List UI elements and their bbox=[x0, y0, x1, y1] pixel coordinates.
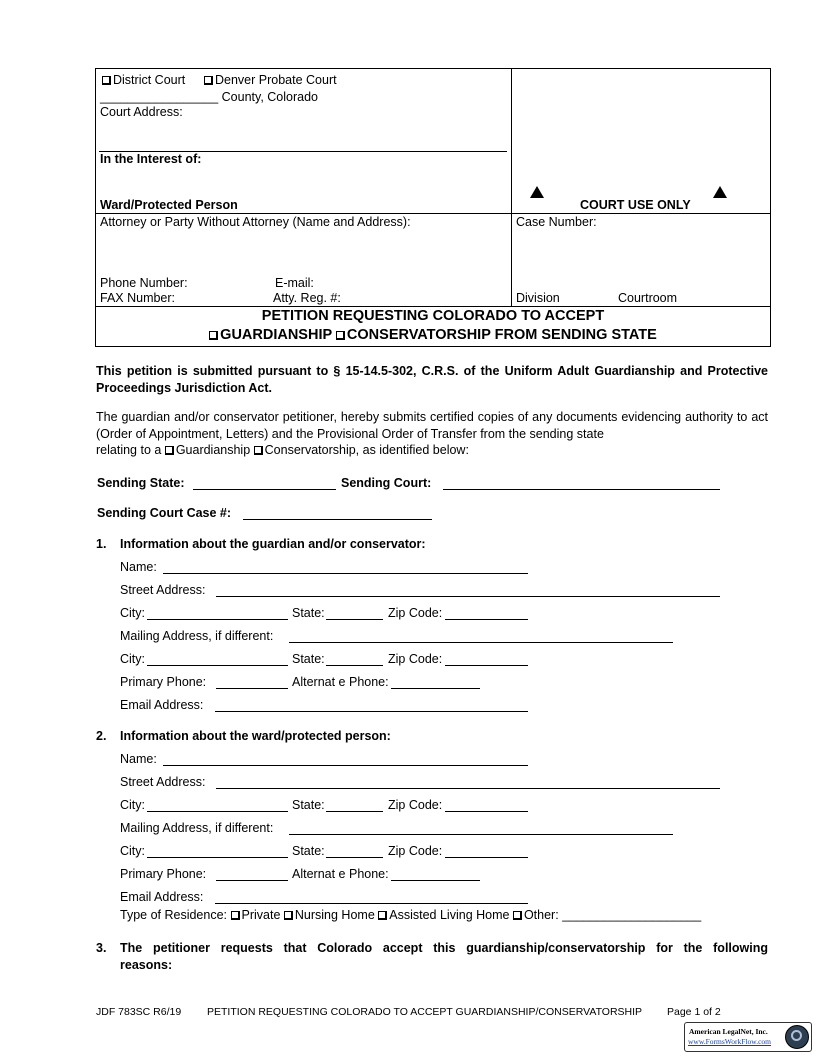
s1-zip-label: Zip Code: bbox=[388, 606, 443, 620]
court-address-label: Court Address: bbox=[100, 105, 183, 119]
s2-mailing-field[interactable] bbox=[289, 834, 673, 835]
s1-city2-field[interactable] bbox=[147, 665, 288, 666]
section-3-line2: reasons: bbox=[120, 958, 173, 972]
s1-city-field[interactable] bbox=[147, 619, 288, 620]
attorney-label: Attorney or Party Without Attorney (Name and Address): bbox=[100, 215, 411, 229]
s1-street-label: Street Address: bbox=[120, 583, 206, 597]
s1-zip-field[interactable] bbox=[445, 619, 528, 620]
s2-city2-label: City: bbox=[120, 844, 145, 858]
section-2-number: 2. bbox=[96, 729, 107, 743]
denver-probate-checkbox[interactable] bbox=[204, 76, 213, 85]
s1-zip2-label: Zip Code: bbox=[388, 652, 443, 666]
logo-name: American LegalNet, Inc. bbox=[689, 1027, 768, 1036]
county-line[interactable]: _________________ County, Colorado bbox=[100, 90, 319, 104]
s1-mailing-field[interactable] bbox=[289, 642, 673, 643]
section-1-heading: Information about the guardian and/or conservator: bbox=[120, 537, 426, 551]
s2-email-field[interactable] bbox=[215, 903, 528, 904]
sending-state-field[interactable] bbox=[193, 489, 336, 490]
division-label: Division bbox=[516, 291, 560, 305]
american-legalnet-logo[interactable] bbox=[684, 1022, 812, 1052]
title-conservatorship-checkbox[interactable] bbox=[336, 331, 345, 340]
globe-icon bbox=[785, 1025, 809, 1049]
relating-line: relating to a Guardianship Conservatorship, as identified below: bbox=[96, 443, 469, 457]
district-court-checkbox[interactable] bbox=[102, 76, 111, 85]
atty-reg-label: Atty. Reg. #: bbox=[273, 291, 341, 305]
s2-name-label: Name: bbox=[120, 752, 157, 766]
court-use-only: COURT USE ONLY bbox=[580, 198, 691, 212]
form-id: JDF 783SC R6/19 bbox=[96, 1006, 182, 1018]
email-label: E-mail: bbox=[275, 276, 314, 290]
s2-zip-label: Zip Code: bbox=[388, 798, 443, 812]
sending-case-label: Sending Court Case #: bbox=[97, 506, 232, 520]
phone-label: Phone Number: bbox=[100, 276, 188, 290]
footer-title: PETITION REQUESTING COLORADO TO ACCEPT GUARDIANSHIP/CONSERVATORSHIP bbox=[207, 1006, 643, 1018]
case-number-label: Case Number: bbox=[516, 215, 597, 229]
section-3-number: 3. bbox=[96, 941, 107, 955]
fax-label: FAX Number: bbox=[100, 291, 176, 305]
s2-state2-field[interactable] bbox=[326, 857, 383, 858]
s1-alt-phone-field[interactable] bbox=[391, 688, 480, 689]
private-checkbox[interactable] bbox=[231, 911, 240, 920]
guardianship-checkbox[interactable] bbox=[165, 446, 174, 455]
page-title: PETITION REQUESTING COLORADO TO ACCEPT bbox=[261, 308, 605, 324]
s1-city2-label: City: bbox=[120, 652, 145, 666]
ward-label: Ward/Protected Person bbox=[100, 198, 238, 212]
s1-name-label: Name: bbox=[120, 560, 157, 574]
s2-zip2-label: Zip Code: bbox=[388, 844, 443, 858]
residence-type-row: Type of Residence: Private Nursing Home Assisted Living Home Other: ____________________ bbox=[120, 908, 702, 922]
s2-state-field[interactable] bbox=[326, 811, 383, 812]
s1-name-field[interactable] bbox=[163, 573, 528, 574]
s2-street-field[interactable] bbox=[216, 788, 720, 789]
section-1-number: 1. bbox=[96, 537, 107, 551]
up-arrow-icon bbox=[530, 186, 544, 198]
s2-city-label: City: bbox=[120, 798, 145, 812]
s1-street-field[interactable] bbox=[216, 596, 720, 597]
s1-state2-label: State: bbox=[292, 652, 325, 666]
s1-email-label: Email Address: bbox=[120, 698, 204, 712]
title-guardianship-checkbox[interactable] bbox=[209, 331, 218, 340]
s1-primary-phone-field[interactable] bbox=[216, 688, 288, 689]
s2-city-field[interactable] bbox=[147, 811, 288, 812]
nursing-home-checkbox[interactable] bbox=[284, 911, 293, 920]
denver-probate-option[interactable]: Denver Probate Court bbox=[204, 74, 337, 87]
sending-case-field[interactable] bbox=[243, 519, 432, 520]
s2-state-label: State: bbox=[292, 798, 325, 812]
up-arrow-icon bbox=[713, 186, 727, 198]
section-2-heading: Information about the ward/protected person: bbox=[120, 729, 391, 743]
page-number: Page 1 of 2 bbox=[667, 1006, 721, 1018]
s2-state2-label: State: bbox=[292, 844, 325, 858]
s2-street-label: Street Address: bbox=[120, 775, 206, 789]
logo-url[interactable]: www.FormsWorkFlow.com bbox=[688, 1037, 772, 1046]
s1-primary-phone-label: Primary Phone: bbox=[120, 675, 207, 689]
s2-email-label: Email Address: bbox=[120, 890, 204, 904]
statute-paragraph: This petition is submitted pursuant to § 15-14.5-302, C.R.S. of the Uniform Adult Guardianship and Protective Proceedings Jurisdiction Act. bbox=[96, 364, 768, 395]
sending-state-label: Sending State: bbox=[97, 476, 185, 490]
sending-court-field[interactable] bbox=[443, 489, 720, 490]
s1-state-field[interactable] bbox=[326, 619, 383, 620]
s2-alt-phone-label: Alternat e Phone: bbox=[292, 867, 389, 881]
s1-alt-phone-label: Alternat e Phone: bbox=[292, 675, 389, 689]
s1-email-field[interactable] bbox=[215, 711, 528, 712]
s1-state-label: State: bbox=[292, 606, 325, 620]
s2-primary-phone-label: Primary Phone: bbox=[120, 867, 207, 881]
section-3-line1: The petitioner requests that Colorado accept this guardianship/conservatorship for the following bbox=[120, 941, 768, 955]
residence-nursing[interactable]: Nursing Home bbox=[284, 908, 375, 922]
s2-zip2-field[interactable] bbox=[445, 857, 528, 858]
sending-court-label: Sending Court: bbox=[341, 476, 432, 490]
s2-zip-field[interactable] bbox=[445, 811, 528, 812]
s1-mailing-label: Mailing Address, if different: bbox=[120, 629, 274, 643]
s1-zip2-field[interactable] bbox=[445, 665, 528, 666]
residence-assisted[interactable]: Assisted Living Home bbox=[378, 908, 509, 922]
residence-private[interactable]: Private bbox=[231, 908, 281, 922]
courtroom-label: Courtroom bbox=[618, 291, 678, 305]
in-interest-label: In the Interest of: bbox=[100, 152, 202, 166]
s2-alt-phone-field[interactable] bbox=[391, 880, 480, 881]
title-options: GUARDIANSHIP CONSERVATORSHIP FROM SENDING STATE bbox=[0, 328, 816, 343]
residence-other[interactable]: Other: ____________________ bbox=[513, 908, 701, 922]
s1-state2-field[interactable] bbox=[326, 665, 383, 666]
intro-paragraph: The guardian and/or conservator petitioner, hereby submits certified copies of any documents evidencing authority to act (Order of Appointment, Letters) and the Provisional Order of Transfer from the sending state bbox=[96, 410, 768, 441]
s2-mailing-label: Mailing Address, if different: bbox=[120, 821, 274, 835]
conservatorship-checkbox[interactable] bbox=[254, 446, 263, 455]
s1-city-label: City: bbox=[120, 606, 145, 620]
assisted-living-checkbox[interactable] bbox=[378, 911, 387, 920]
s2-city2-field[interactable] bbox=[147, 857, 288, 858]
s2-primary-phone-field[interactable] bbox=[216, 880, 288, 881]
district-court-option[interactable]: District Court bbox=[102, 74, 185, 87]
s2-name-field[interactable] bbox=[163, 765, 528, 766]
other-checkbox[interactable] bbox=[513, 911, 522, 920]
